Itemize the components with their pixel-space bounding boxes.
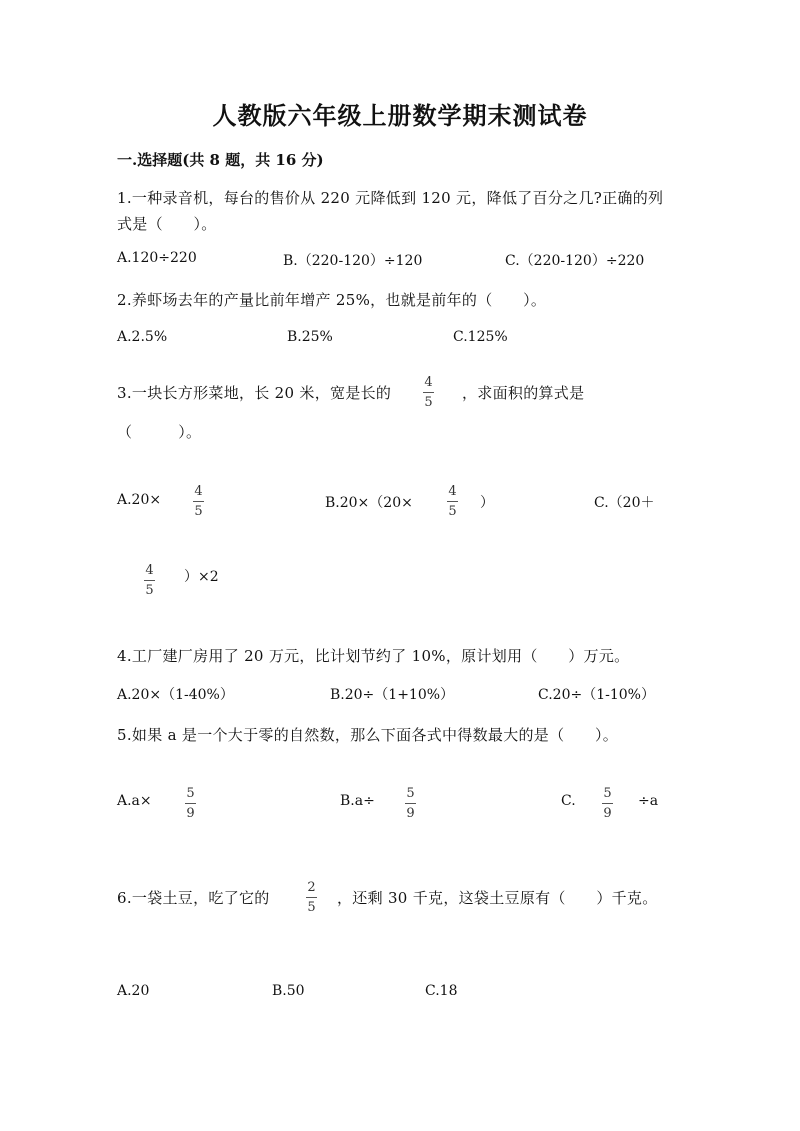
fraction-denominator: 5 [307,900,316,915]
section-heading: 一.选择题(共 8 题，共 16 分) [117,151,324,169]
question-3-fraction [423,375,434,410]
fraction-numerator: 5 [406,786,415,801]
question-3-option-c-suffix: ）×2 [184,569,219,585]
question-6-option-c: C.18 [425,983,458,999]
fraction-bar [306,897,317,898]
question-3-text-after: ，求面积的算式是 [462,384,585,402]
question-3-option-a: A.20× [117,492,162,508]
question-5-option-c: C. [561,793,576,809]
fraction-bar [185,803,196,804]
question-2-option-a: A.2.5% [117,329,168,345]
question-4-text: 4.工厂建厂房用了 20 万元，比计划节约了 10%，原计划用（ ）万元。 [117,647,630,665]
fraction-denominator: 5 [424,395,433,410]
question-5-option-b: B.a÷ [340,793,375,809]
fraction-bar [447,501,458,502]
fraction-denominator: 5 [194,504,203,519]
question-4-option-c: C.20÷（1-10%） [538,687,655,703]
fraction-bar [144,580,155,581]
question-3-text-line2: （ ）。 [117,423,202,441]
fraction-denominator: 5 [448,504,457,519]
question-5-option-a: A.a× [117,793,152,809]
question-4-option-b: B.20÷（1+10%） [330,687,455,703]
question-1-option-b: B.（220-120）÷120 [283,253,423,269]
question-2-option-c: C.125% [453,329,508,345]
question-3-option-b-suffix: ） [480,495,494,511]
fraction-numerator: 5 [603,786,612,801]
page-title: 人教版六年级上册数学期末测试卷 [212,101,588,130]
question-6-option-b: B.50 [272,983,305,999]
fraction-numerator: 4 [145,563,154,578]
question-3-option-b-fraction [447,484,458,519]
fraction-numerator: 4 [448,484,457,499]
question-1-text-line2: 式是（ ）。 [117,215,217,233]
fraction-numerator: 5 [186,786,195,801]
fraction-numerator: 2 [307,880,316,895]
question-6-fraction [306,880,317,915]
question-5-option-c-suffix: ÷a [638,793,659,809]
question-6-text-before: 6.一袋土豆，吃了它的 [117,889,270,907]
question-5-option-b-fraction [405,786,416,821]
question-6-option-a: A.20 [117,983,150,999]
question-3-option-c: C.（20＋ [594,495,655,511]
fraction-bar [193,501,204,502]
question-2-option-b: B.25% [287,329,333,345]
fraction-bar [423,392,434,393]
question-5-option-c-fraction [602,786,613,821]
question-5-text: 5.如果 a 是一个大于零的自然数，那么下面各式中得数最大的是（ ）。 [117,726,619,744]
question-1-text-line1: 1.一种录音机，每台的售价从 220 元降低到 120 元，降低了百分之几?正确的列 [117,189,664,207]
question-4-option-a: A.20×（1-40%） [117,687,234,703]
question-1-option-a: A.120÷220 [117,250,197,266]
question-3-option-a-fraction [193,484,204,519]
fraction-denominator: 5 [145,583,154,598]
fraction-numerator: 4 [424,375,433,390]
question-5-option-a-fraction [185,786,196,821]
question-6-text-after: ，还剩 30 千克，这袋土豆原有（ ）千克。 [337,889,658,907]
fraction-bar [602,803,613,804]
question-2-text: 2.养虾场去年的产量比前年增产 25%，也就是前年的（ ）。 [117,291,547,309]
question-3-option-b: B.20×（20× [325,495,413,511]
fraction-denominator: 9 [603,806,612,821]
question-3-text-before: 3.一块长方形菜地，长 20 米，宽是长的 [117,384,392,402]
fraction-denominator: 9 [406,806,415,821]
question-1-option-c: C.（220-120）÷220 [505,253,645,269]
fraction-denominator: 9 [186,806,195,821]
fraction-bar [405,803,416,804]
fraction-numerator: 4 [194,484,203,499]
question-3-option-c-fraction [144,563,155,598]
